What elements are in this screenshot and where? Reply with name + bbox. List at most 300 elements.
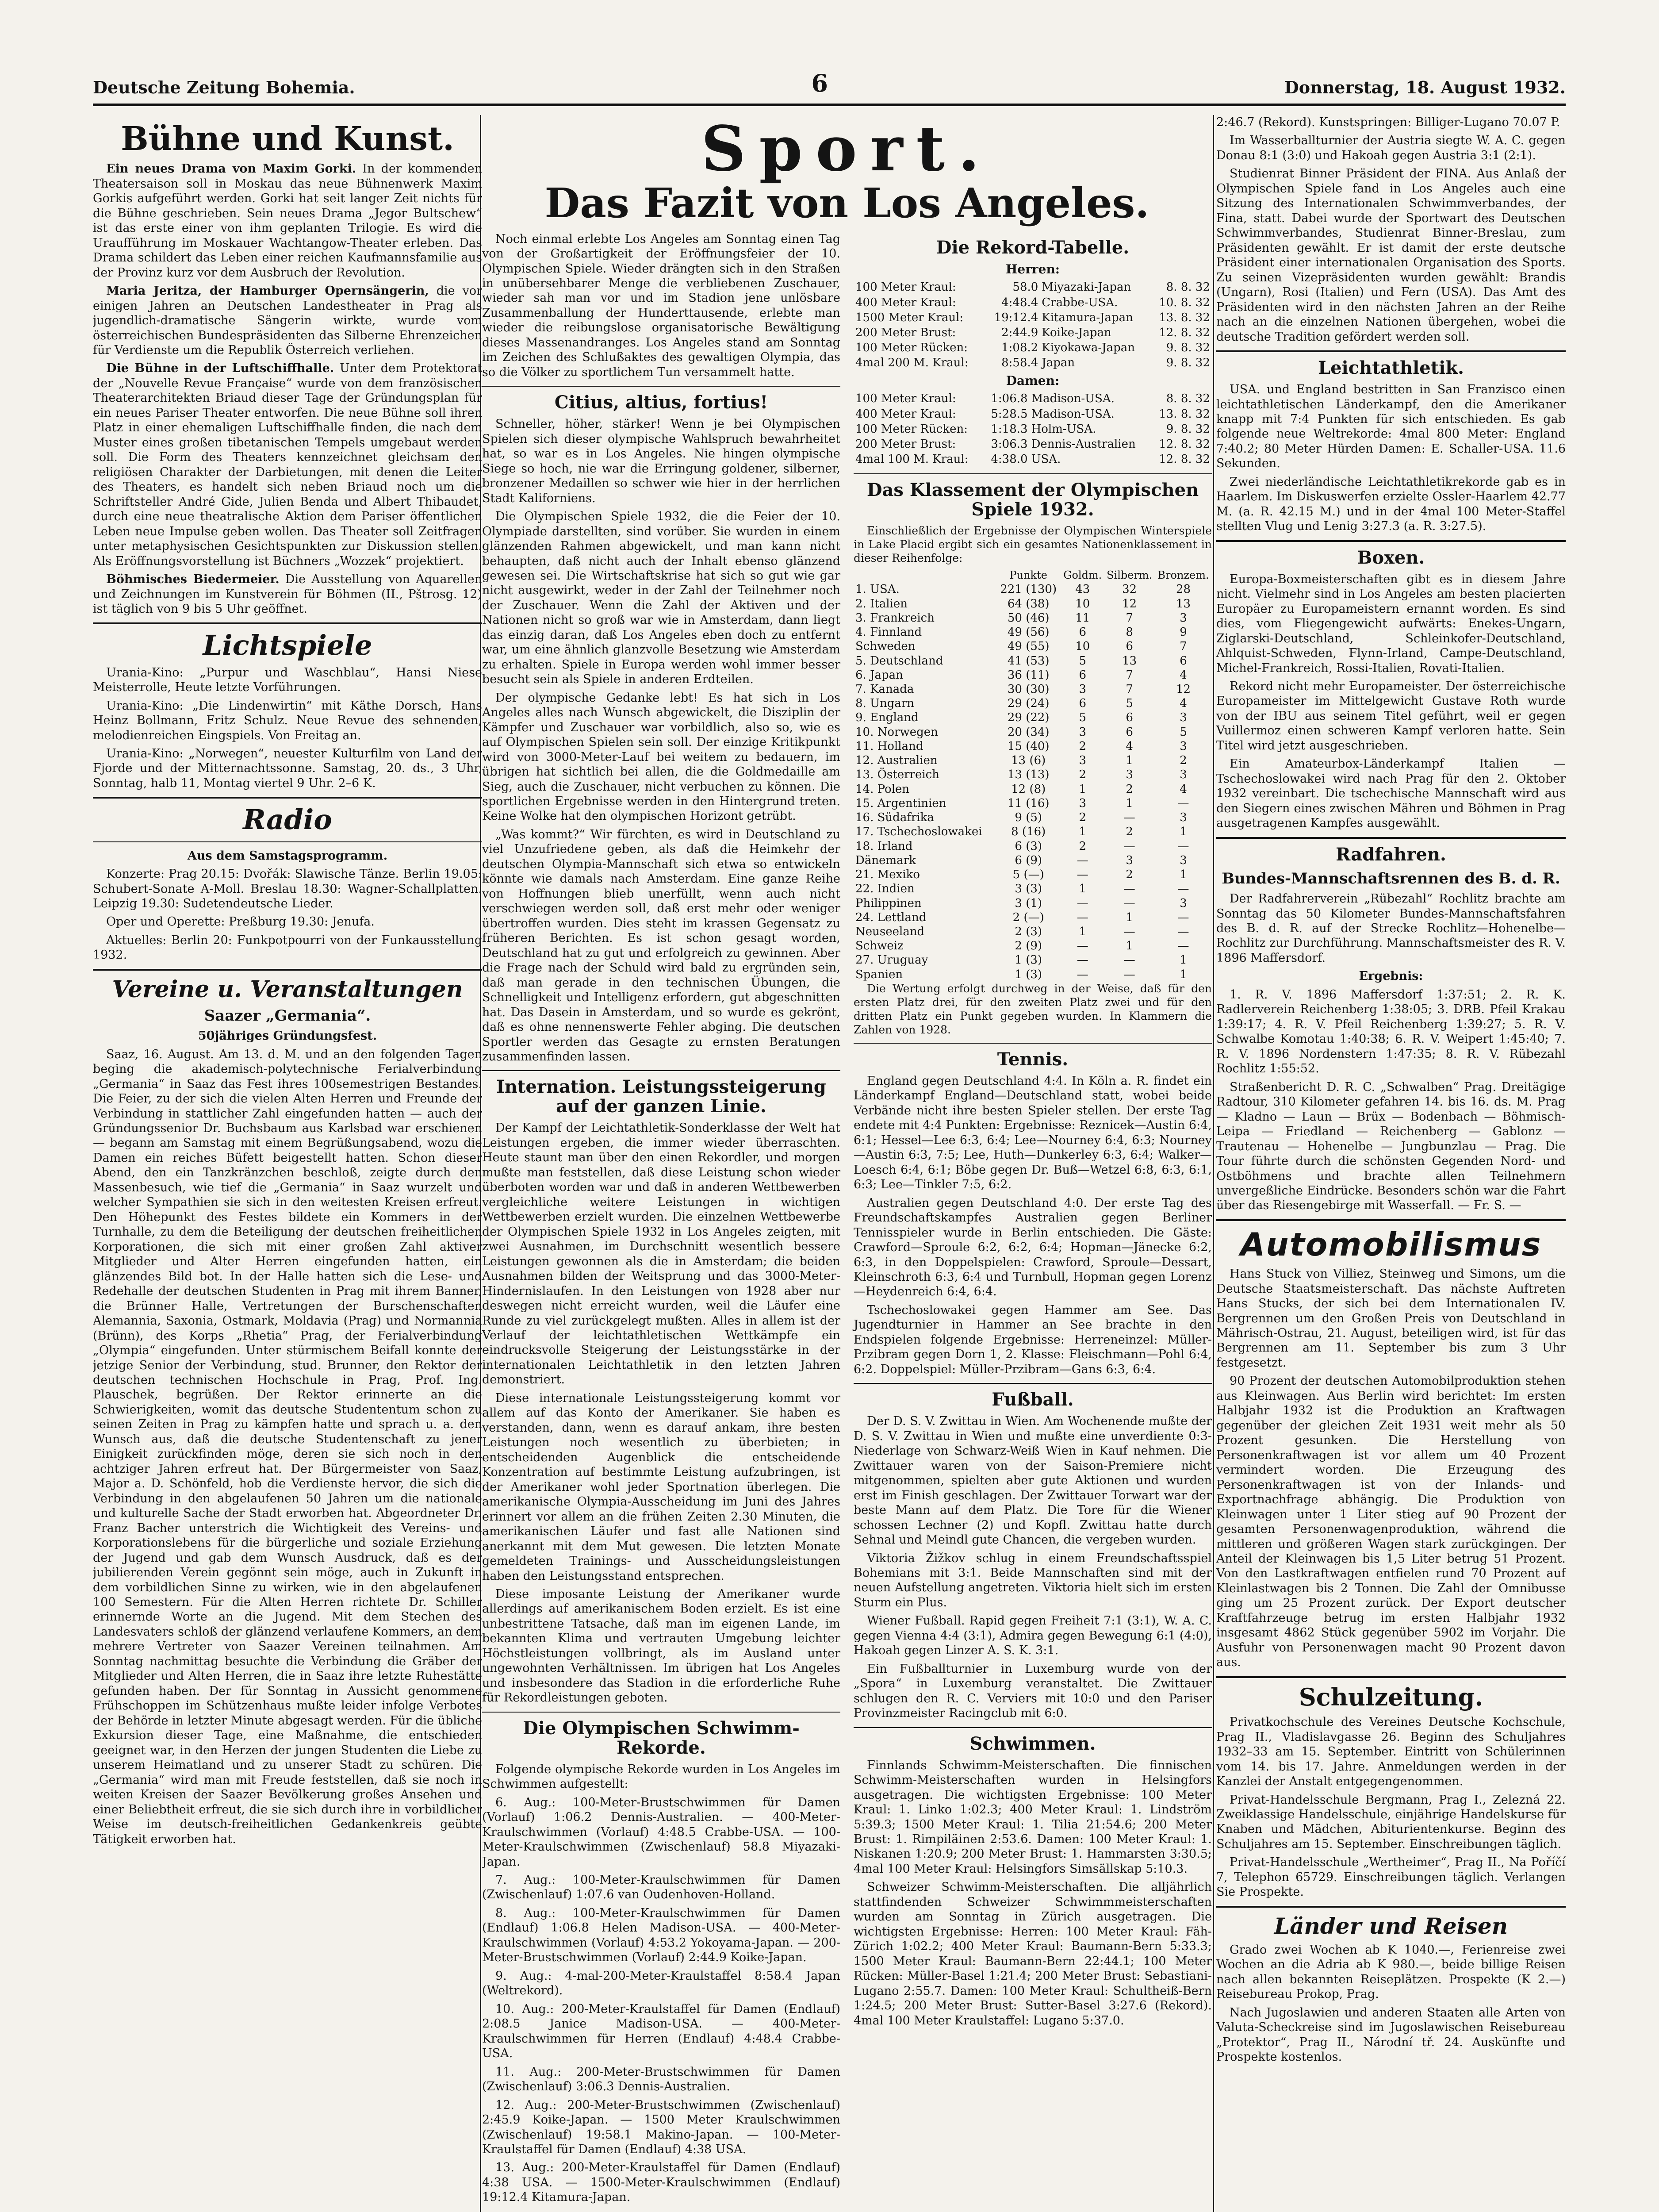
table-row xyxy=(854,625,1212,639)
table-cell: — xyxy=(1077,968,1088,981)
table-cell: 7 xyxy=(1126,611,1133,625)
table-cell: 6 xyxy=(1180,654,1187,668)
table-row xyxy=(854,939,1212,953)
section-title-radfahren: Radfahren. xyxy=(1336,844,1446,865)
table-cell: 3 (1) xyxy=(1015,896,1042,910)
table-cell: 2 xyxy=(1126,868,1133,882)
listing: Aktuelles: Berlin 20: Funkpotpourri von der Funkausstellung 1932. xyxy=(93,933,482,962)
table-row xyxy=(854,407,1212,422)
article-heading: Die Olympischen Schwimm-Rekorde. xyxy=(523,1717,800,1758)
table-cell: Kitamura-Japan xyxy=(1042,311,1133,324)
sport-subcol-right xyxy=(854,232,1212,2208)
table-cell: 28 xyxy=(1176,583,1191,596)
article: 12. Aug.: 200-Meter-Brustschwimmen (Zwischenlauf) 2:45.9 Koike-Japan. — 1500 Meter Kraulschwimmen (Zwischenlauf) 19:58.1 Makino-Japan. — 100-Meter-Kraulstaffel für Damen (Endlauf) 4:38 USA. xyxy=(482,2098,840,2156)
table-cell: 13 xyxy=(1176,597,1191,611)
table-cell: 24. Lettland xyxy=(855,910,927,924)
table-cell: 2 (3) xyxy=(1015,925,1042,938)
article: Schneller, höher, stärker! Wenn je bei Olympischen Spielen sich dieser olympische Wahlspruch bewahrheitet hat, so war es in Los Angeles. Nie hingen olympische Siege so hoch, nie war die Erringung goldener, silberner, bronzener Medaillen so schwer wie hier in der herrlichen Stadt Kaliforniens. xyxy=(482,417,840,505)
article: Straßenbericht D. R. C. „Schwalben“ Prag. Dreitägige Radtour, 310 Kilometer gefahren 14. bis 16. ds. M. Prag — Kladno — Laun — Brüx — Bodenbach — Böhmisch-Leipa — Friedland — Reichenberg — Gablonz — Trautenau — Hohenelbe — Jungbunzlau — Prag. Die Tour führte durch die schönsten Gegenden Nord- und Ostböhmens und brachte allen Teilnehmern unvergeßliche Eindrücke. Besonders schön war die Fahrt über das Riesengebirge mit Wasserfall. — Fr. S. — xyxy=(1216,1080,1566,1213)
article: USA. und England bestritten in San Franzisco einen leichtathletischen Länderkampf, den die Amerikaner knapp mit 7:4 Punkten für sich entschieden. Es gab folgende neue Weltrekorde: 4mal 800 Meter: England 7:40.2; 80 Meter Hürden Damen: E. Schaller-USA. 11.6 Sekunden. xyxy=(1216,383,1566,471)
table-cell: 13. Österreich xyxy=(855,768,939,782)
article: Der D. S. V. Zwittau in Wien. Am Wochenende mußte der D. S. V. Zwittau in Wien und mußte eine unverdiente 0:3-Niederlage von Schwarz-Weiß Wien in Kauf nehmen. Die Zwittauer waren von der Saison-Premiere nicht mitgenommen, spielten aber gute Aktionen und wurden erst im Finish geschlagen. Der Zwittauer Torwart war der beste Mann auf dem Platz. Die Tore für die Wiener schossen Lechner (2) und Kopfl. Zwittau hatte durch Sehnal und Meindl gute Chancen, die vergeben wurden. xyxy=(854,1414,1212,1547)
table-row xyxy=(854,810,1212,825)
table-cell: 1 xyxy=(1079,825,1087,839)
table-cell: 7 xyxy=(1180,640,1187,653)
divider xyxy=(93,969,482,971)
table-cell: 16. Südafrika xyxy=(855,811,934,825)
article: Nach Jugoslawien und anderen Staaten alle Arten von Valuta-Scheckreise sind im Jugoslawischen Reisebureau „Protektor“, Prag II., Národní tř. 24. Auskünfte und Prospekte kostenlos. xyxy=(1216,2005,1566,2064)
table-row xyxy=(854,696,1212,710)
sport-headline: Das Fazit von Los Angeles. xyxy=(544,179,1149,227)
article: 10. Aug.: 200-Meter-Kraulstaffel für Damen (Endlauf) 2:08.5 Janice Madison-USA. — 400-Meter-Kraulschwimmen für Herren (Endlauf) 4:48.4 Crabbe-USA. xyxy=(482,2002,840,2061)
table-cell: 1 xyxy=(1180,868,1187,882)
table-cell: 12. Australien xyxy=(855,754,938,768)
table-cell: Dennis-Australien xyxy=(1031,438,1136,451)
article: 2:46.7 (Rekord). Kunstspringen: Billiger-Lugano 70.07 P. xyxy=(1216,115,1560,129)
table-cell: 3 xyxy=(1180,711,1187,725)
article: Grado zwei Wochen ab K 1040.—, Ferienreise zwei Wochen an die Adria ab K 980.—, beide billige Reisen nach allen bekannten Reiseplätzen. Prospekte (K 2.—) Reisebureau Prokop, Prag. xyxy=(1216,1943,1566,2001)
table-subheading: Damen: xyxy=(1006,373,1060,388)
divider xyxy=(1216,1676,1566,1678)
results-heading: Ergebnis: xyxy=(1359,969,1423,983)
table-cell: 8. 8. 32 xyxy=(1166,392,1210,406)
article: Studienrat Binner Präsident der FINA. Aus Anlaß der Olympischen Spiele fand in Los Angeles auch eine Sitzung des Internationalen Schwimmverbandes, der Fina, statt. Dabei wurde der Sportwart des Deutschen Schwimmverbandes, Studienrat Binner-Breslau, zum Präsidenten gewählt. Er ist damit der erste deutsche Präsident einer internationalen Organisation des Sports. Zu seinen Vizepräsidenten wurden gewählt: Brandis (Ungarn), Rosi (Italien) und Fern (USA). Das Amt des Präsidenten wird in den nächsten Jahren an der Reihe nach an die einzelnen Nationen übergehen, wobei die deutsche Tradition gefördert werden soll. xyxy=(1216,167,1566,344)
article: Die Bühne in der Luftschiffhalle. Unter dem Protektorat der „Nouvelle Revue Française“ wurde von dem französischen Theaterarchitekten Briaud dieser Tage der Gründungsplan für ein neues Pariser Theater entworfen. Die neue Bühne soll ihren Platz in einer ehemaligen Luftschiffhalle finden, die nach dem Muster eines großen tibetanischen Tempels umgebaut werden soll. Die Form des Theaters kennzeichnet gleichsam den religiösen Charakter der Darbietungen, mit denen die Leiter des Theaters, es handelt sich neben Briaud noch um die Schriftsteller André Gide, Julien Benda und Albert Thibaudet, durch eine neue theatralische Aktion dem Pariser öffentlichen Leben neue Impulse geben wollen. Das Theater soll Zeitfragen unter metaphysischen Gesichtspunkten zur Diskussion stellen. Als Eröffnungsvorstellung ist Büchners „Wozzek“ projektiert. xyxy=(93,361,482,568)
article: Der olympische Gedanke lebt! Es hat sich in Los Angeles alles nach Wunsch abgewickelt, die Disziplin der Kämpfer und Zuschauer war vorbildlich, also so, wie es auf Olympischen Spielen sein soll. Der einzige Kritikpunkt wird von 3000-Meter-Lauf bei weitem zu bedauern, im übrigen hat sichtlich bei allen, die die Goldmedaille am Sieg, auch die Zuschauer, nicht verbuchen zu können. Die sportlichen Ergebnisse werden in den Hintergrund treten. Keine Wolke hat den olympischen Horizont getrübt. xyxy=(482,691,840,823)
divider xyxy=(854,1727,1212,1728)
table-cell: 19:12.4 xyxy=(994,311,1038,324)
article-heading: Das Klassement der Olympischen Spiele 1932. xyxy=(866,479,1199,520)
table-cell: — xyxy=(1123,896,1135,910)
column-sport xyxy=(482,115,1212,2212)
table-cell: 5 xyxy=(1079,654,1087,668)
table-cell: 400 Meter Kraul: xyxy=(855,407,956,421)
table-cell: 6 xyxy=(1079,668,1087,682)
table-cell: Schweiz xyxy=(855,939,904,953)
table-cell: Madison-USA. xyxy=(1031,407,1115,421)
table-cell: 32 xyxy=(1122,583,1137,596)
article: Finnlands Schwimm-Meisterschaften. Die finnischen Schwimm-Meisterschaften wurden in Helsingfors ausgetragen. Die wichtigsten Ergebnisse: 100 Meter Kraul: 1. Linko 1:02.3; 400 Meter Kraul: 1. Lindström 5:39.3; 1500 Meter Kraul: 1. Tilia 21:54.6; 200 Meter Brust: 1. Rimpiläinen 2:53.6. Damen: 100 Meter Kraul: 1. Niskanen 1:20.9; 200 Meter Brust: 1. Hammarsten 3:30.5; 4mal 100 Meter Kraul: Helsingfors Simsällskap 5:10.3. xyxy=(854,1758,1212,1876)
table-cell: 1 (3) xyxy=(1015,968,1042,981)
article-heading: Saazer „Germania“. xyxy=(204,1007,371,1025)
table-cell: 9. England xyxy=(855,711,919,725)
table-cell: 1 (3) xyxy=(1015,953,1042,967)
article: 13. Aug.: 200-Meter-Kraulstaffel für Damen (Endlauf) 4:38 USA. — 1500-Meter-Kraulschwimmen (Endlauf) 19:12.4 Kitamura-Japan. xyxy=(482,2161,840,2204)
article-heading: Die Rekord-Tabelle. xyxy=(936,237,1130,258)
table-cell: 4:38.0 xyxy=(991,453,1028,466)
article: Saaz, 16. August. Am 13. d. M. und an den folgenden Tagen beging die akademisch-polytechnische Ferialverbindung „Germania“ in Saaz das Fest ihres 100semestrigen Bestandes. Die Feier, zu der sich die vielen Alten Herren und Freunde der Verbindung in stattlicher Zahl eingefunden hatten — auch der Gründungssenior Dr. Buchsbaum aus Karlsbad war erschienen — begann am Samstag mit einem Begrüßungsabend, wozu die Damen ein reiches Büfett beigestellt hatten. Schon dieser Abend, den ein Tanzkränzchen beschloß, zeigte durch den Massenbesuch, wie tief die „Germania“ in Saaz wurzelt und welcher Sympathien sie sich in den weitesten Kreisen erfreut. Den Höhepunkt des Festes bildete ein Kommers in der Turnhalle, zu dem die Beteiligung der deutschen freiheitlichen Korporationen, die sich mit einer großen Zahl aktiver Mitglieder und Alter Herren eingefunden hatten, ein glänzendes Bild bot. In der Halle hatten sich die Lese- und Redehalle der deutschen Studenten in Prag mit ihrem Banner, die Brünner Halle, Vertretungen der Burschenschaften Alemannia, Saxonia, Ostmark, Moldavia (Prag) und Normannia (Brünn), des Korps „Rhetia“ Prag, der Ferialverbindung „Olympia“ eingefunden. Unter stürmischem Beifall konnte der jetzige Senior der Verbindung, stud. Brunner, den Rektor der deutschen technischen Hochschule in Prag, Prof. Ing. Plauschek, begrüßen. Der Rektor erinnerte an die Schwierigkeiten, womit das deutsche Studententum schon zu seinen Zeiten in Prag zu kämpfen hatte und sprach u. a. den Wunsch aus, daß die deutsche Studentenschaft zu jener Einigkeit zurückfinden möge, deren sie sich noch in den achtziger Jahren erfreut hat. Der Bürgermeister von Saaz, Major a. D. Schönfeld, hob die Verdienste hervor, die sich die Verbindung in den abgelaufenen 50 Jahren um die nationale und kulturelle Sache der Stadt erworben hat. Abgeordneter Dr. Franz Bacher unterstrich die Wichtigkeit des Vereins- und Korporationslebens für die bürgerliche und soziale Erziehung der Jugend und gab dem Wunsch Ausdruck, daß es der jubilierenden Verein gegönnt sein möge, auch in Zukunft in dem vorbildlichen Sinne zu wirken, wie in den abgelaufenen 100 Semestern. Für die Alten Herren richtete Dr. Schiller erinnernde Worte an die Jugend. Mit dem Stechen des Landesvaters schloß der glänzend verlaufene Kommers, an dem mehrere Vertreter von Saazer Vereinen teilnahmen. Am Sonntag nachmittag besuchte die Verbindung die Gräber der Mitglieder und Alten Herren, die in Saaz ihre letzte Ruhestätte gefunden haben. Der für Sonntag in Aussicht genommene Frühschoppen im Schützenhaus mußte leider infolge Verbotes der Behörde in letzter Minute abgesagt werden. Für die übliche Exkursion dieser Tage, eine Maßnahme, die entschieden geeignet war, in den Herzen der jungen Studenten die Liebe zu unserem Heimatland und zu unserer Stadt zu schüren. Die „Germania“ wird man mit Freude feststellen, daß sie noch in weiten Kreisen der Saazer Bevölkerung großes Ansehen und einer Beliebtheit erfreut, die sie sich durch ihre in vorbildlicher Weise im deutsch-freiheitlichen Gedankenkreis geübte Tätigkeit erworben hat. xyxy=(93,1047,482,1846)
table-cell: Madison-USA. xyxy=(1031,392,1115,406)
column-rule xyxy=(1213,115,1214,2212)
table-cell: 9 (5) xyxy=(1015,811,1042,825)
listing: Oper und Operette: Preßburg 19.30: Jenufa. xyxy=(106,915,375,929)
table-cell: 3:06.3 xyxy=(991,438,1028,451)
article: 90 Prozent der deutschen Automobilproduktion stehen aus Kleinwagen. Aus Berlin wird berichtet: Im ersten Halbjahr 1932 ist die Produktion an Kraftwagen gegenüber der gleichen Zeit 1931 weit mehr als 50 Prozent gesunken. Die Herstellung von Personenkraftwagen ist vor allem um 40 Prozent vermindert worden. Die Erzeugung des Personenkraftwagen ist von der Inlands- und Exportnachfrage abhängig. Die Produktion von Kleinwagen unter 1 Liter stieg auf 90 Prozent der gesamten Personenwagenproduktion, während die mittleren und größeren Wagen stark zurückgingen. Der Anteil der Kleinwagen bis 1,5 Liter betrug 51 Prozent. Von den Lastkraftwagen entfielen rund 70 Prozent auf Kleinlastwagen bis 2 Tonnen. Die Zahl der Omnibusse ging um 25 Prozent zurück. Der Export deutscher Kraftfahrzeuge betrug im ersten Halbjahr 1932 insgesamt 4862 Stück gegenüber 5902 im Vorjahr. Die Ausfuhr von Personenwagen macht 90 Prozent davon aus. xyxy=(1216,1374,1566,1670)
table-cell: 2 xyxy=(1079,739,1087,753)
table-cell: 3 xyxy=(1180,811,1187,825)
article: 11. Aug.: 200-Meter-Brustschwimmen für Damen (Zwischenlauf) 3:06.3 Dennis-Australien. xyxy=(482,2065,840,2094)
table-cell: 6 xyxy=(1126,640,1133,653)
table-cell: 2 xyxy=(1126,782,1133,796)
table-cell: 1 xyxy=(1180,968,1187,981)
table-cell: 43 xyxy=(1075,583,1090,596)
table-cell: — xyxy=(1077,953,1088,967)
table-cell: 2:44.9 xyxy=(1001,326,1038,340)
table-cell: 3 xyxy=(1180,896,1187,910)
table-cell: 3 xyxy=(1180,739,1187,753)
listing: Urania-Kino: „Die Lindenwirtin“ mit Käthe Dorsch, Hans Heinz Bollmann, Fritz Schulz. Neue Revue des sehnenden, melodienreichen Eingspiels. Von Freitag an. xyxy=(93,699,482,742)
column-right xyxy=(1216,115,1566,2212)
table-row xyxy=(854,768,1212,782)
table-cell: Spanien xyxy=(855,968,903,981)
table-row xyxy=(854,355,1212,370)
article: Privat-Handelsschule Bergmann, Prag I., Zelezná 22. Zweiklassige Handelsschule, einjährige Handelskurse für Knaben und Mädchen, Abiturientenkurse. Beginn des Schuljahres am 15. September. Einschreibungen täglich. xyxy=(1216,1793,1566,1851)
record-table-men xyxy=(854,280,1212,370)
table-cell: — xyxy=(1177,839,1189,853)
article-heading: Citius, altius, fortius! xyxy=(554,392,768,413)
table-cell: 1 xyxy=(1180,825,1187,839)
table-cell: 100 Meter Rücken: xyxy=(855,422,968,436)
table-row xyxy=(854,710,1212,725)
section-title-schulzeitung: Schulzeitung. xyxy=(1299,1682,1483,1711)
table-cell: 58.0 xyxy=(1012,280,1038,294)
table-row xyxy=(854,597,1212,611)
divider xyxy=(93,797,482,799)
table-row xyxy=(854,437,1212,452)
table-cell: 100 Meter Kraul: xyxy=(855,280,956,294)
article: Im Wasserballturnier der Austria siegte W. A. C. gegen Donau 8:1 (3:0) und Hakoah gegen Austria 3:1 (2:1). xyxy=(1216,134,1566,162)
table-cell: 11 (16) xyxy=(1007,796,1050,810)
table-cell: 3. Frankreich xyxy=(855,611,935,625)
listing: Urania-Kino: „Norwegen“, neuester Kulturfilm von Land der Fjorde und der Mitternachtssonne. Samstag, 20. ds., 3 Uhr, Sonntag, halb 11, Montag viertel 9 Uhr. 2–6 K. xyxy=(93,746,482,790)
article: Ein Fußballturnier in Luxemburg wurde von der „Spora“ in Luxemburg veranstaltet. Die Zwittauer schlugen den R. C. Verviers mit 10:0 und den Pariser Provinzmeister Racingclub mit 6:0. xyxy=(854,1662,1212,1720)
table-cell: 13. 8. 32 xyxy=(1159,407,1210,421)
section-title-buehne: Bühne und Kunst. xyxy=(121,120,454,158)
table-row xyxy=(854,668,1212,682)
table-row xyxy=(854,611,1212,625)
issue-date: Donnerstag, 18. August 1932. xyxy=(1284,77,1566,97)
article: Rekord nicht mehr Europameister. Der österreichische Europameister im Mittelgewicht Gustave Roth wurde von der IBU aus seinem Titel geführt, weil er gegen Vuillermoz einen schweren Kampf verloren hatte. Sein Titel wird jetzt ausgeschrieben. xyxy=(1216,680,1566,753)
medal-table xyxy=(854,568,1212,982)
table-cell: 3 xyxy=(1079,725,1087,739)
table-row xyxy=(854,325,1212,340)
table-cell: — xyxy=(1177,925,1189,938)
table-row xyxy=(854,582,1212,596)
table-row xyxy=(854,725,1212,739)
table-cell: 4. Finnland xyxy=(855,626,922,639)
table-cell: 1 xyxy=(1079,925,1087,938)
divider xyxy=(1216,837,1566,839)
table-cell: 200 Meter Brust: xyxy=(855,438,956,451)
table-row xyxy=(854,896,1212,910)
table-cell: 2 (—) xyxy=(1012,910,1044,924)
table-cell: 100 Meter Kraul: xyxy=(855,392,956,406)
divider xyxy=(854,1043,1212,1044)
article: Ein neues Drama von Maxim Gorki. In der kommenden Theatersaison soll in Moskau das neue Bühnenwerk Maxim Gorkis aufgeführt werden. Gorki hat seit langer Zeit nichts für die Bühne geschrieben. Sein neues Drama „Jegor Bultschew“ ist das erste einer von ihm geplanten Trilogie. Es wird die Uraufführung im Moskauer Wachtangow-Theater erleben. Das Drama schildert das Leben einer reichen Kaufmannsfamilie aus der Provinz kurz vor dem Ausbruch der Revolution. xyxy=(93,162,482,280)
table-cell: 5 xyxy=(1126,697,1133,710)
table-row xyxy=(854,280,1212,295)
article: Tschechoslowakei gegen Hammer am See. Das Jugendturnier in Hammer an See brachte in den Endspielen folgende Ergebnisse: Herreneinzel: Müller-Przibram gegen Dorn 1, 2. Klasse: Fleischmann—Pohl 6:4, 6:2. Doppelspiel: Müller-Przibram—Gans 6:3, 6:4. xyxy=(854,1303,1212,1376)
table-cell: 12 xyxy=(1122,597,1137,611)
table-cell: 5 xyxy=(1180,725,1187,739)
masthead xyxy=(93,66,1566,106)
table-cell: 15. Argentinien xyxy=(855,796,946,810)
section-title-vereine: Vereine u. Veranstaltungen xyxy=(112,975,463,1003)
article-heading: Fußball. xyxy=(992,1389,1074,1410)
table-cell: Dänemark xyxy=(855,853,916,867)
article: Einschließlich der Ergebnisse der Olympischen Winterspiele in Lake Placid ergibt sich ein gesamtes Nationenklassement in dieser Reihenfolge: xyxy=(854,524,1212,565)
table-cell: 4 xyxy=(1180,697,1187,710)
table-cell: Kiyokawa-Japan xyxy=(1042,341,1135,355)
table-cell: 18. Irland xyxy=(855,839,913,853)
table-cell: — xyxy=(1123,953,1135,967)
divider xyxy=(1216,540,1566,542)
table-cell: 8. 8. 32 xyxy=(1166,280,1210,294)
table-cell: 2 xyxy=(1079,811,1087,825)
table-cell: 12 xyxy=(1176,683,1191,696)
article-heading: Schwimmen. xyxy=(969,1733,1096,1754)
table-cell: 49 (55) xyxy=(1007,640,1050,653)
table-cell: 14. Polen xyxy=(855,782,910,796)
table-cell: — xyxy=(1077,939,1088,953)
table-cell: 8 xyxy=(1126,626,1133,639)
article: „Was kommt?“ Wir fürchten, es wird in Deutschland zu viel Unzufriedene geben, als daß die Heimkehr der deutschen Olympia-Mannschaft sich etwa so entwickeln könnte wie damals nach Amsterdam. Eine ganze Reihe von Hoffnungen blieb unerfüllt, wenn auch nicht verschwiegen werden soll, daß erst mehr oder weniger übertroffen wurden. Dies steht im krassen Gegensatz zu früheren Berichten. Es ist schon gesagt worden, Deutschland hat zu gut und erfolgreich zu gewinnen. Aber die Frage nach der Schuld wird bald zu ergründen sein, daß man gerade in den technischen Übungen, die Schnelligkeit und Intelligenz erfordern, gut abgeschnitten hat. Das Dasein in Amsterdam, und so wurde es gekrönt, daß es ohne nennenswerte Fehler abging. Die deutschen Sportler werden das Gesagte zu ernsten Beratungen zusammenfinden lassen. xyxy=(482,827,840,1064)
table-cell: 2 xyxy=(1079,839,1087,853)
table-cell: 12. 8. 32 xyxy=(1159,326,1210,340)
page-number: 6 xyxy=(811,69,828,97)
table-cell: — xyxy=(1077,896,1088,910)
record-table-women xyxy=(854,391,1212,467)
table-cell: 6 xyxy=(1126,711,1133,725)
table-cell: 1. USA. xyxy=(855,583,900,596)
table-cell: USA. xyxy=(1031,453,1061,466)
table-cell: 21. Mexiko xyxy=(855,868,920,882)
table-row xyxy=(854,782,1212,796)
table-cell: 200 Meter Brust: xyxy=(855,326,956,340)
table-row xyxy=(854,310,1212,325)
table-cell: Holm-USA. xyxy=(1031,422,1096,436)
table-cell: 3 xyxy=(1126,853,1133,867)
table-cell: 12. 8. 32 xyxy=(1159,453,1210,466)
table-cell: 49 (56) xyxy=(1007,626,1050,639)
table-row xyxy=(854,953,1212,967)
table-cell: 3 (3) xyxy=(1015,882,1042,896)
table-cell: 2 xyxy=(1180,754,1187,768)
table-cell: 8:58.4 xyxy=(1001,356,1038,370)
table-row xyxy=(854,853,1212,868)
table-cell: 1 xyxy=(1126,910,1133,924)
article: Europa-Boxmeisterschaften gibt es in diesem Jahre nicht. Vielmehr sind in Los Angeles am besten placierten Europäer zu Europameistern ernannt worden. Es sind dies, vom Fliegengewicht aufwärts: Enekes-Ungarn, Ziglarski-Deutschland, Schleinkofer-Deutschland, Ahlquist-Schweden, Flynn-Irland, Campe-Deutschland, Michel-Frankreich, Rossi-Italien, Rovati-Italien. xyxy=(1216,572,1566,675)
table-cell: 1 xyxy=(1079,882,1087,896)
table-cell: 9. 8. 32 xyxy=(1166,341,1210,355)
divider xyxy=(482,1712,840,1713)
table-cell: — xyxy=(1177,910,1189,924)
table-row xyxy=(854,340,1212,355)
table-row xyxy=(854,654,1212,668)
article: Noch einmal erlebte Los Angeles am Sonntag einen Tag von der Großartigkeit der Eröffnungsfeier der 10. Olympischen Spiele. Wieder drängten sich in den Straßen in unübersehbarer Menge die verbliebenen Zuschauer, wieder sah man vor und im Stadion jene unlösbare Zusammenballung der Hunderttausende, erlebte man wieder die reibungslose organisatorische Bewältigung dieses Massenandranges. Los Angeles stand am Sonntag im Zeichen des Schlußaktes des gewaltigen Olympia, das so die Völker zu sportlichem Tun versammelt hatte. xyxy=(482,232,840,379)
divider xyxy=(93,622,482,624)
table-cell: 9 xyxy=(1180,626,1187,639)
table-cell: Philippinen xyxy=(855,896,922,910)
divider xyxy=(482,386,840,387)
table-row xyxy=(854,796,1212,810)
table-cell: 22. Indien xyxy=(855,882,915,896)
table-cell: 13 xyxy=(1122,654,1137,668)
table-cell: — xyxy=(1123,925,1135,938)
table-cell: 29 (22) xyxy=(1007,711,1050,725)
article: Böhmisches Biedermeier. Die Ausstellung von Aquarellen und Zeichnungen im Kunstverein für Böhmen (II., Pštrosg. 12) ist täglich von 9 bis 5 Uhr geöffnet. xyxy=(93,572,482,616)
table-cell: 1 xyxy=(1126,754,1133,768)
divider xyxy=(482,1070,840,1071)
article: 7. Aug.: 100-Meter-Kraulschwimmen für Damen (Zwischenlauf) 1:07.6 van Oudenhoven-Holland. xyxy=(482,1873,840,1902)
table-row xyxy=(854,882,1212,896)
table-cell: 3 xyxy=(1126,768,1133,782)
table-subheading: Herren: xyxy=(1005,261,1060,276)
section-title-radio: Radio xyxy=(243,803,332,836)
table-cell: 4 xyxy=(1180,668,1187,682)
sport-title: Sport. xyxy=(701,115,993,185)
table-cell: 1500 Meter Kraul: xyxy=(855,311,964,324)
table-cell: 17. Tschechoslowakei xyxy=(855,825,982,839)
table-cell: — xyxy=(1077,868,1088,882)
table-cell: Japan xyxy=(1042,356,1075,370)
table-cell: 20 (34) xyxy=(1007,725,1050,739)
table-cell: 13 (6) xyxy=(1011,754,1046,768)
table-cell: 3 xyxy=(1180,853,1187,867)
article: Hans Stuck von Villiez, Steinweg und Simons, um die Deutsche Staatsmeisterschaft. Das nächste Auftreten Hans Stucks, der sich bei dem Internationalen IV. Bergrennen um den Großen Preis von Deutschland in Mährisch-Ostrau, 21. August, beteiligen wird, ist für das Bergrennen am 11. September bis zum 3 Uhr festgesetzt. xyxy=(1216,1267,1566,1370)
article: England gegen Deutschland 4:4. In Köln a. R. findet ein Länderkampf England—Deutschland statt, wobei beide Verbände nicht ihre besten Spieler stellen. Der erste Tag endete mit 4:4 Punkten: Ergebnisse: Reznicek—Austin 6:4, 6:1; Hessel—Lee 6:3, 6:4; Lee—Nourney 6:4, 6:3; Nourney—Austin 6:3, 7:5; Lee, Huth—Dunkerley 6:3, 6:4; Walker—Loesch 6:4, 6:1; Böbe gegen Dr. Buß—Wetzel 6:8, 6:3, 6:1, 6:3; Lee—Tinkler 7:5, 6:2. xyxy=(854,1074,1212,1192)
table-cell: Miyazaki-Japan xyxy=(1042,280,1131,294)
table-cell: 7 xyxy=(1126,668,1133,682)
article: Privatkochschule des Vereines Deutsche Kochschule, Prag II., Vladislavgasse 26. Beginn des Schuljahres 1932–33 am 15. September. Eintritt von Schülerinnen vom 14. bis 17. Jahre. Anmeldungen werden in der Kanzlei der Anstalt entgegengenommen. xyxy=(1216,1715,1566,1789)
table-cell: 1:06.8 xyxy=(991,392,1028,406)
article: Ein Amateurbox-Länderkampf Italien — Tschechoslowakei wird nach Prag für den 2. Oktober 1932 vereinbart. Die tschechische Mannschaft wird aus den Siegern eines zwischen Mähren und Böhmen in Prag ausgetragenen Kampfes ausgewählt. xyxy=(1216,757,1566,830)
table-cell: — xyxy=(1177,939,1189,953)
table-row xyxy=(854,753,1212,768)
article-heading: Bundes-Mannschaftsrennen des B. d. R. xyxy=(1222,869,1560,887)
article: Australien gegen Deutschland 4:0. Der erste Tag des Freundschaftskampfes Australien gegen Berliner Tennisspieler wurde in Berlin entschieden. Die Gäste: Crawford—Sproule 6:2, 6:2, 6:4; Hopman—Jänecke 6:2, 6:3, in den Doppelspielen: Crawford, Sproule—Dessart, Kleinschroth 6:3, 6:4 und Turnbull, Hopman gegen Lorenz—Heydenreich 6:4, 6:4. xyxy=(854,1196,1212,1299)
table-cell: 6 (3) xyxy=(1015,839,1042,853)
article: 1. R. V. 1896 Maffersdorf 1:37:51; 2. R. K. Radlerverein Reichenberg 1:38:05; 3. DRB. Pfeil Krakau 1:39:17; 4. R. V. Pfeil Reichenberg 1:39:27; 5. R. V. Schwalbe Komotau 1:40:38; 6. R. V. Weipert 1:45:40; 7. R. V. 1896 Nordenstern 1:47:35; 8. R. V. Rübezahl Rochlitz 1:55:52. xyxy=(1216,987,1566,1076)
article: Folgende olympische Rekorde wurden in Los Angeles im Schwimmen aufgestellt: xyxy=(482,1762,840,1791)
table-cell: 15 (40) xyxy=(1007,739,1050,753)
table-cell: 2 xyxy=(1126,825,1133,839)
column-header: Silberm. xyxy=(1107,568,1153,581)
table-cell: 3 xyxy=(1079,754,1087,768)
table-cell: Crabbe-USA. xyxy=(1042,296,1118,309)
table-cell: 1:08.2 xyxy=(1001,341,1038,355)
table-cell: 4mal 100 M. Kraul: xyxy=(855,453,969,466)
table-cell: 10. 8. 32 xyxy=(1159,296,1210,309)
column-header: Bronzem. xyxy=(1157,568,1209,581)
article: 8. Aug.: 100-Meter-Kraulschwimmen für Damen (Endlauf) 1:06.8 Helen Madison-USA. — 400-Meter-Kraulschwimmen (Vorlauf) 4:53.2 Yokoyama-Japan. — 200-Meter-Brustschwimmen (Vorlauf) 2:44.9 Koike-Japan. xyxy=(482,1906,840,1965)
table-cell: — xyxy=(1077,910,1088,924)
table-cell: 6 (9) xyxy=(1015,853,1042,867)
section-title-lichtspiele: Lichtspiele xyxy=(203,629,372,662)
table-row xyxy=(854,825,1212,839)
table-cell: 2. Italien xyxy=(855,597,908,611)
table-cell: 13 (13) xyxy=(1007,768,1050,782)
table-cell: 50 (46) xyxy=(1007,611,1050,625)
table-row xyxy=(854,639,1212,653)
article: Diese internationale Leistungssteigerung kommt vor allem auf das Konto der Amerikaner. Sie haben es verstanden, dann, wenn es darauf ankam, ihre besten Leistungen noch wesentlich zu überbieten; in entscheidenden Augenblick die entscheidende Konzentration auf bestimmte Leistung aufzubringen, ist der Amerikaner wohl jeder Sportnation überlegen. Die amerikanische Olympia-Ausscheidung im Juni des Jahres erinnert vor allem an die frühen Zeiten 2.30 Minuten, die amerikanischen Läufer und fast alle Nationen sind anerkannt mit dem Mut gewesen. Die letzten Monate gemeldeten Trainings- und Ausscheidungsleistungen haben den Leistungsstand entsprechen. xyxy=(482,1391,840,1583)
table-cell: 2 (9) xyxy=(1015,939,1042,953)
table-cell: 6 xyxy=(1079,697,1087,710)
radio-subtitle: Aus dem Samstagsprogramm. xyxy=(187,849,388,863)
table-cell: — xyxy=(1123,811,1135,825)
table-cell: 4 xyxy=(1180,782,1187,796)
table-cell: 6 xyxy=(1079,626,1087,639)
table-cell: — xyxy=(1177,882,1189,896)
table-cell: 8. Ungarn xyxy=(855,697,915,710)
table-row xyxy=(854,868,1212,882)
table-cell: — xyxy=(1123,882,1135,896)
paper-name: Deutsche Zeitung Bohemia. xyxy=(93,77,355,97)
article: Schweizer Schwimm-Meisterschaften. Die alljährlich stattfindenden Schweizer Schwimmmeisterschaften wurden am Sonntag in Zürich ausgetragen. Die wichtigsten Ergebnisse: Herren: 100 Meter Kraul: Fäh-Zürich 1:02.2; 400 Meter Kraul: Baumann-Bern 5:33.3; 1500 Meter Kraul: Baumann-Bern 22:44.1; 100 Meter Rücken: Müller-Basel 1:21.4; 200 Meter Brust: Sebastiani-Lugano 2:55.7. Damen: 100 Meter Kraul: Schultheiß-Bern 1:24.5; 200 Meter Brust: Sutter-Basel 3:27.6 (Rekord). 4mal 100 Meter Kraulstaffel: Lugano 5:37.0. xyxy=(854,1880,1212,2028)
article: 9. Aug.: 4-mal-200-Meter-Kraulstaffel 8:58.4 Japan (Weltrekord). xyxy=(482,1969,840,1998)
divider xyxy=(1216,1219,1566,1221)
table-row xyxy=(854,925,1212,939)
table-cell: 3 xyxy=(1180,768,1187,782)
table-cell: 4mal 200 M. Kraul: xyxy=(855,356,969,370)
article: Wiener Fußball. Rapid gegen Freiheit 7:1 (3:1), W. A. C. gegen Vienna 4:4 (3:1), Admira gegen Bewegung 6:1 (4:0), Hakoah gegen Linzer A. S. K. 3:1. xyxy=(854,1614,1212,1658)
table-cell: 5. Deutschland xyxy=(855,654,943,668)
table-cell: 9. 8. 32 xyxy=(1166,356,1210,370)
table-cell: 6. Japan xyxy=(855,668,903,682)
table-cell: — xyxy=(1177,796,1189,810)
table-cell: 221 (130) xyxy=(1000,583,1057,596)
table-note: Die Wertung erfolgt durchweg in der Weise, daß für den ersten Platz drei, für den zweiten Platz zwei und für den dritten Platz ein Punkt gegeben wurden. In Klammern die Zahlen von 1928. xyxy=(854,982,1212,1036)
table-cell: 10. Norwegen xyxy=(855,725,938,739)
table-cell: 36 (11) xyxy=(1007,668,1050,682)
table-cell: 5:28.5 xyxy=(991,407,1028,421)
table-cell: Schweden xyxy=(855,640,916,653)
sport-subcol-left xyxy=(482,232,840,2208)
table-cell: 29 (24) xyxy=(1007,697,1050,710)
table-cell: — xyxy=(1077,853,1088,867)
article-subheading: 50jähriges Gründungsfest. xyxy=(198,1029,377,1043)
table-cell: — xyxy=(1123,839,1135,853)
table-row xyxy=(854,391,1212,406)
table-cell: — xyxy=(1123,968,1135,981)
table-row xyxy=(854,910,1212,925)
table-cell: 10 xyxy=(1075,640,1090,653)
column-header: Goldm. xyxy=(1063,568,1102,581)
table-row xyxy=(854,682,1212,696)
article: Der Radfahrerverein „Rübezahl“ Rochlitz brachte am Sonntag das 50 Kilometer Bundes-Mannschaftsfahren des B. d. R. auf der Strecke Rochlitz—Hohenelbe—Rochlitz zur Durchführung. Mannschaftsmeister des R. V. 1896 Maffersdorf. xyxy=(1216,892,1566,965)
article: 6. Aug.: 100-Meter-Brustschwimmen für Damen (Vorlauf) 1:06.2 Dennis-Australien. — 400-Meter-Kraulschwimmen (Vorlauf) 4:48.5 Crabbe-USA. — 100-Meter-Kraulschwimmen (Zwischenlauf) 58.8 Miyazaki-Japan. xyxy=(482,1795,840,1869)
table-cell: Neuseeland xyxy=(855,925,925,938)
table-cell: 9. 8. 32 xyxy=(1166,422,1210,436)
table-cell: 7 xyxy=(1126,683,1133,696)
table-cell: 4 xyxy=(1126,739,1133,753)
table-cell: Koike-Japan xyxy=(1042,326,1111,340)
table-cell: 400 Meter Kraul: xyxy=(855,296,956,309)
table-cell: 3 xyxy=(1079,683,1087,696)
section-title-laender: Länder und Reisen xyxy=(1274,1912,1508,1939)
table-row xyxy=(854,839,1212,853)
table-cell: 8 (16) xyxy=(1011,825,1046,839)
article: Die Olympischen Spiele 1932, die die Feier der 10. Olympiade darstellten, sind vorüber. Sie wurden in einem glänzenden Rahmen abgewickelt, und man kann nicht behaupten, daß nicht auch der Inhalt ebenso glänzend gewesen sei. Die Wirtschaftskrise hat sich so gut wie gar nicht ausgewirkt, weder in der Zahl der Teilnehmer noch der Zuschauer. Wenn die Zahl der Aktiven und der Nationen nicht so groß war wie in Amsterdam, dann liegt das einzig daran, daß Los Angeles eben doch zu entfernt war, um eine ähnlich glanzvolle Besetzung wie Amsterdam zu erhalten. Spiele in Europa werden wohl immer besser besucht sein als Spiele in anderen Erdteilen. xyxy=(482,510,840,687)
column-header: Punkte xyxy=(1009,568,1047,581)
table-row xyxy=(854,739,1212,753)
table-cell: 11 xyxy=(1075,611,1090,625)
divider xyxy=(854,473,1212,474)
table-cell: 1:18.3 xyxy=(991,422,1028,436)
table-row xyxy=(854,452,1212,467)
table-cell: 41 (53) xyxy=(1007,654,1050,668)
table-row xyxy=(854,295,1212,310)
